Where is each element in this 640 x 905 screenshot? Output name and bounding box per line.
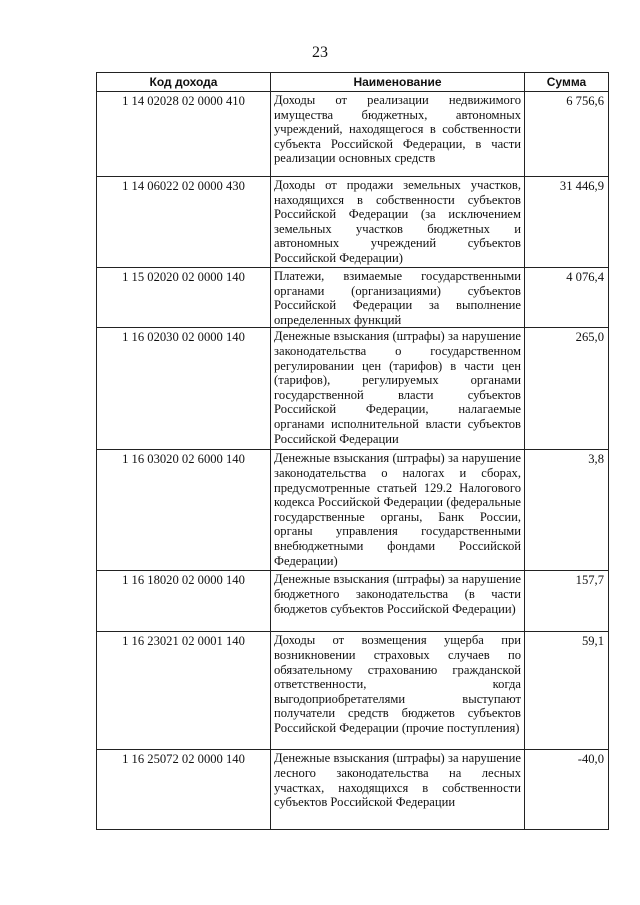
income-name: Денежные взыскания (штрафы) за нарушение бюджетного законодательства (в части бюджетов субъектов Российской Федерации) (271, 571, 525, 632)
income-code: 1 16 18020 02 0000 140 (97, 571, 271, 632)
income-code: 1 16 23021 02 0001 140 (97, 632, 271, 750)
income-amount: 4 076,4 (525, 268, 609, 328)
table-row (97, 328, 609, 450)
table-row (97, 632, 609, 750)
income-code: 1 15 02020 02 0000 140 (97, 268, 271, 328)
table-row (97, 92, 609, 177)
table-row (97, 750, 609, 830)
page-number: 23 (312, 44, 328, 61)
income-amount: 6 756,6 (525, 92, 609, 177)
income-amount: 31 446,9 (525, 177, 609, 268)
income-code: 1 16 03020 02 6000 140 (97, 450, 271, 571)
income-name: Платежи, взимаемые государственными органами (организациями) субъектов Российской Федерации за выполнение определенных функций (271, 268, 525, 328)
income-code: 1 16 02030 02 0000 140 (97, 328, 271, 450)
income-amount: 59,1 (525, 632, 609, 750)
income-name: Доходы от реализации недвижимого имущества бюджетных, автономных учреждений, находящегося в собственности субъекта Российской Федерации, в части реализации основных средств (271, 92, 525, 177)
table-row (97, 177, 609, 268)
income-name: Денежные взыскания (штрафы) за нарушение лесного законодательства на лесных участках, находящихся в собственности субъектов Российской Федерации (271, 750, 525, 830)
income-name: Денежные взыскания (штрафы) за нарушение законодательства о государственном регулировании цен (тарифов) в части цен (тарифов), регулируемых органами государственной власти субъектов Российской Федерации, налагаемые органами исполнительной власти субъектов Российской Федерации (271, 328, 525, 450)
header-amount: Сумма (525, 73, 609, 92)
income-name: Доходы от возмещения ущерба при возникновении страховых случаев по обязательному страхованию гражданской ответственности, когда выгодоприобретателями выступают получатели средств бюджетов субъектов Российской Федерации (прочие поступления) (271, 632, 525, 750)
table-header-row (97, 73, 609, 92)
income-amount: 265,0 (525, 328, 609, 450)
header-name: Наименование (271, 73, 525, 92)
income-code: 1 14 02028 02 0000 410 (97, 92, 271, 177)
income-amount: -40,0 (525, 750, 609, 830)
income-code: 1 14 06022 02 0000 430 (97, 177, 271, 268)
income-table (96, 72, 609, 830)
income-amount: 157,7 (525, 571, 609, 632)
table-row (97, 571, 609, 632)
income-name: Доходы от продажи земельных участков, находящихся в собственности субъектов Российской Федерации (за исключением земельных участков бюджетных и автономных учреждений субъектов Российской Федерации) (271, 177, 525, 268)
income-code: 1 16 25072 02 0000 140 (97, 750, 271, 830)
income-name: Денежные взыскания (штрафы) за нарушение законодательства о налогах и сборах, предусмотренные статьей 129.2 Налогового кодекса Российской Федерации (федеральные государственные органы, Банк России, органы управления государственными внебюджетными фондами Российской Федерации) (271, 450, 525, 571)
income-amount: 3,8 (525, 450, 609, 571)
header-code: Код дохода (97, 73, 271, 92)
table-row (97, 268, 609, 328)
table-row (97, 450, 609, 571)
